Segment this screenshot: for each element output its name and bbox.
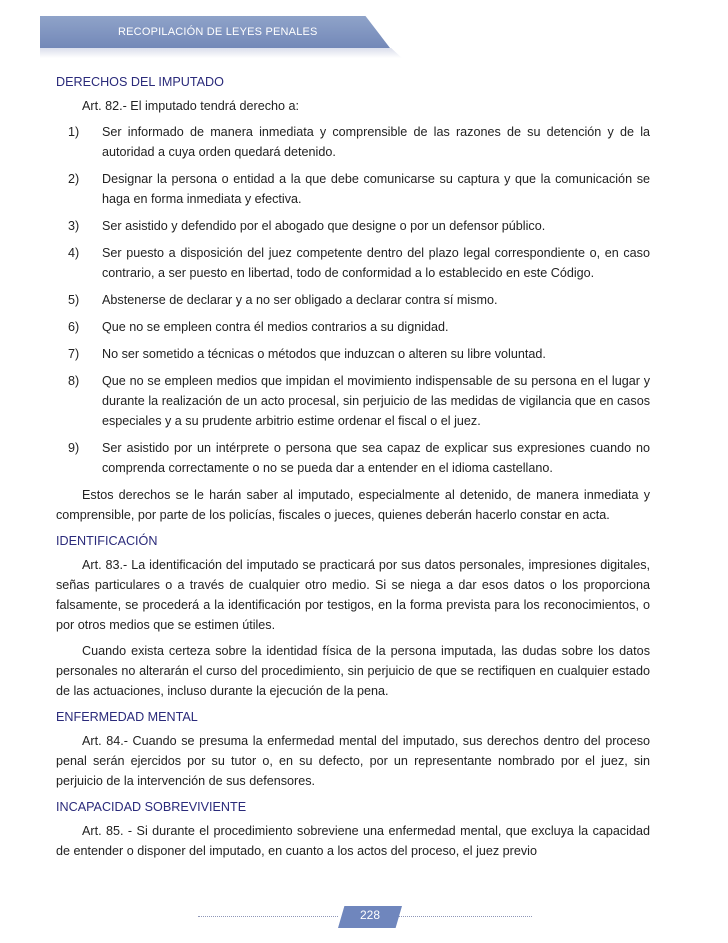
- list-item-number: 1): [68, 125, 80, 139]
- list-item-number: 8): [68, 374, 80, 388]
- running-header-title: RECOPILACIÓN DE LEYES PENALES: [118, 26, 318, 38]
- list-item: [56, 290, 650, 310]
- list-item: [56, 243, 650, 283]
- list-item-number: 7): [68, 347, 80, 361]
- list-item-number: 5): [68, 293, 80, 307]
- list-item: [56, 122, 650, 162]
- page-number: 228: [359, 908, 381, 922]
- list-item-text: Ser asistido y defendido por el abogado que designe o por un defensor público.: [102, 219, 546, 233]
- list-item: [56, 371, 650, 431]
- article-85-paragraph: Art. 85. - Si durante el procedimiento sobreviene una enfermedad mental, que excluya la capacidad de entender o disponer del imputado, en cuanto a los actos del proceso, el juez previo: [56, 824, 650, 858]
- section-heading-enfermedad: ENFERMEDAD MENTAL: [56, 710, 198, 724]
- section-heading-derechos: DERECHOS DEL IMPUTADO: [56, 75, 224, 89]
- list-item-number: 2): [68, 172, 80, 186]
- list-item-text: Ser asistido por un intérprete o persona que sea capaz de explicar sus expresiones cuando no comprenda correctamente o no se pueda dar a entender en el idioma castellano.: [102, 441, 650, 475]
- rights-list: [56, 122, 650, 478]
- article-83-paragraph: Art. 83.- La identificación del imputado se practicará por sus datos personales, impresiones digitales, señas particulares o a través de cualquier otro medio. Si se niega a dar esos datos o los proporciona falsamente, se procederá a la identificación por testigos, en la forma prevista para los reconocimientos, o por otros medios que se estimen útiles.: [56, 558, 650, 632]
- header-shadow: [40, 48, 402, 58]
- list-item-number: 4): [68, 246, 80, 260]
- list-item-number: 6): [68, 320, 80, 334]
- list-item-text: No ser sometido a técnicas o métodos que induzcan o alteren su libre voluntad.: [102, 347, 546, 361]
- page-content: [56, 72, 650, 867]
- list-item-number: 3): [68, 219, 80, 233]
- section-heading-identificacion: IDENTIFICACIÓN: [56, 534, 158, 548]
- list-item: [56, 169, 650, 209]
- list-item-number: 9): [68, 441, 80, 455]
- article-84-paragraph: Art. 84.- Cuando se presuma la enfermedad mental del imputado, sus derechos dentro del proceso penal serán ejercidos por su tutor o, en su defecto, por un representante nombrado por el juez, sin perjuicio de la intervención de sus defensores.: [56, 734, 650, 788]
- section-heading-incapacidad: INCAPACIDAD SOBREVIVIENTE: [56, 800, 247, 814]
- list-item-text: Ser puesto a disposición del juez competente dentro del plazo legal correspondiente o, en caso contrario, a ser puesto en libertad, todo de conformidad a lo establecido en este Código.: [102, 246, 650, 280]
- list-item-text: Abstenerse de declarar y a no ser obligado a declarar contra sí mismo.: [102, 293, 498, 307]
- footer-dotted-line-left: [198, 916, 338, 917]
- list-item: [56, 344, 650, 364]
- list-item-text: Designar la persona o entidad a la que debe comunicarse su captura y que la comunicación se haga en forma inmediata y efectiva.: [102, 172, 650, 206]
- list-item-text: Que no se empleen contra él medios contrarios a su dignidad.: [102, 320, 449, 334]
- footer-dotted-line-right: [398, 916, 532, 917]
- list-item: [56, 438, 650, 478]
- list-item: [56, 216, 650, 236]
- list-item-text: Ser informado de manera inmediata y comprensible de las razones de su detención y de la autoridad a cuya orden quedará detenido.: [102, 125, 650, 159]
- identificacion-paragraph-2: Cuando exista certeza sobre la identidad física de la persona imputada, las dudas sobre los datos personales no alterarán el curso del procedimiento, sin perjuicio de que se rectifiquen en cualquier estado de las actuaciones, incluso durante la ejecución de la pena.: [56, 644, 650, 698]
- list-item: [56, 317, 650, 337]
- list-item-text: Que no se empleen medios que impidan el movimiento indispensable de su persona en el lugar y durante la realización de un acto procesal, sin perjuicio de las medidas de vigilancia que en casos especiales y a su prudente arbitrio estime ordenar el fiscal o el juez.: [102, 374, 650, 428]
- rights-closing-paragraph: Estos derechos se le harán saber al imputado, especialmente al detenido, de manera inmediata y comprensible, por parte de los policías, fiscales o jueces, quienes deberán hacerlo constar en acta.: [56, 488, 650, 522]
- article-82-intro: Art. 82.- El imputado tendrá derecho a:: [82, 99, 300, 113]
